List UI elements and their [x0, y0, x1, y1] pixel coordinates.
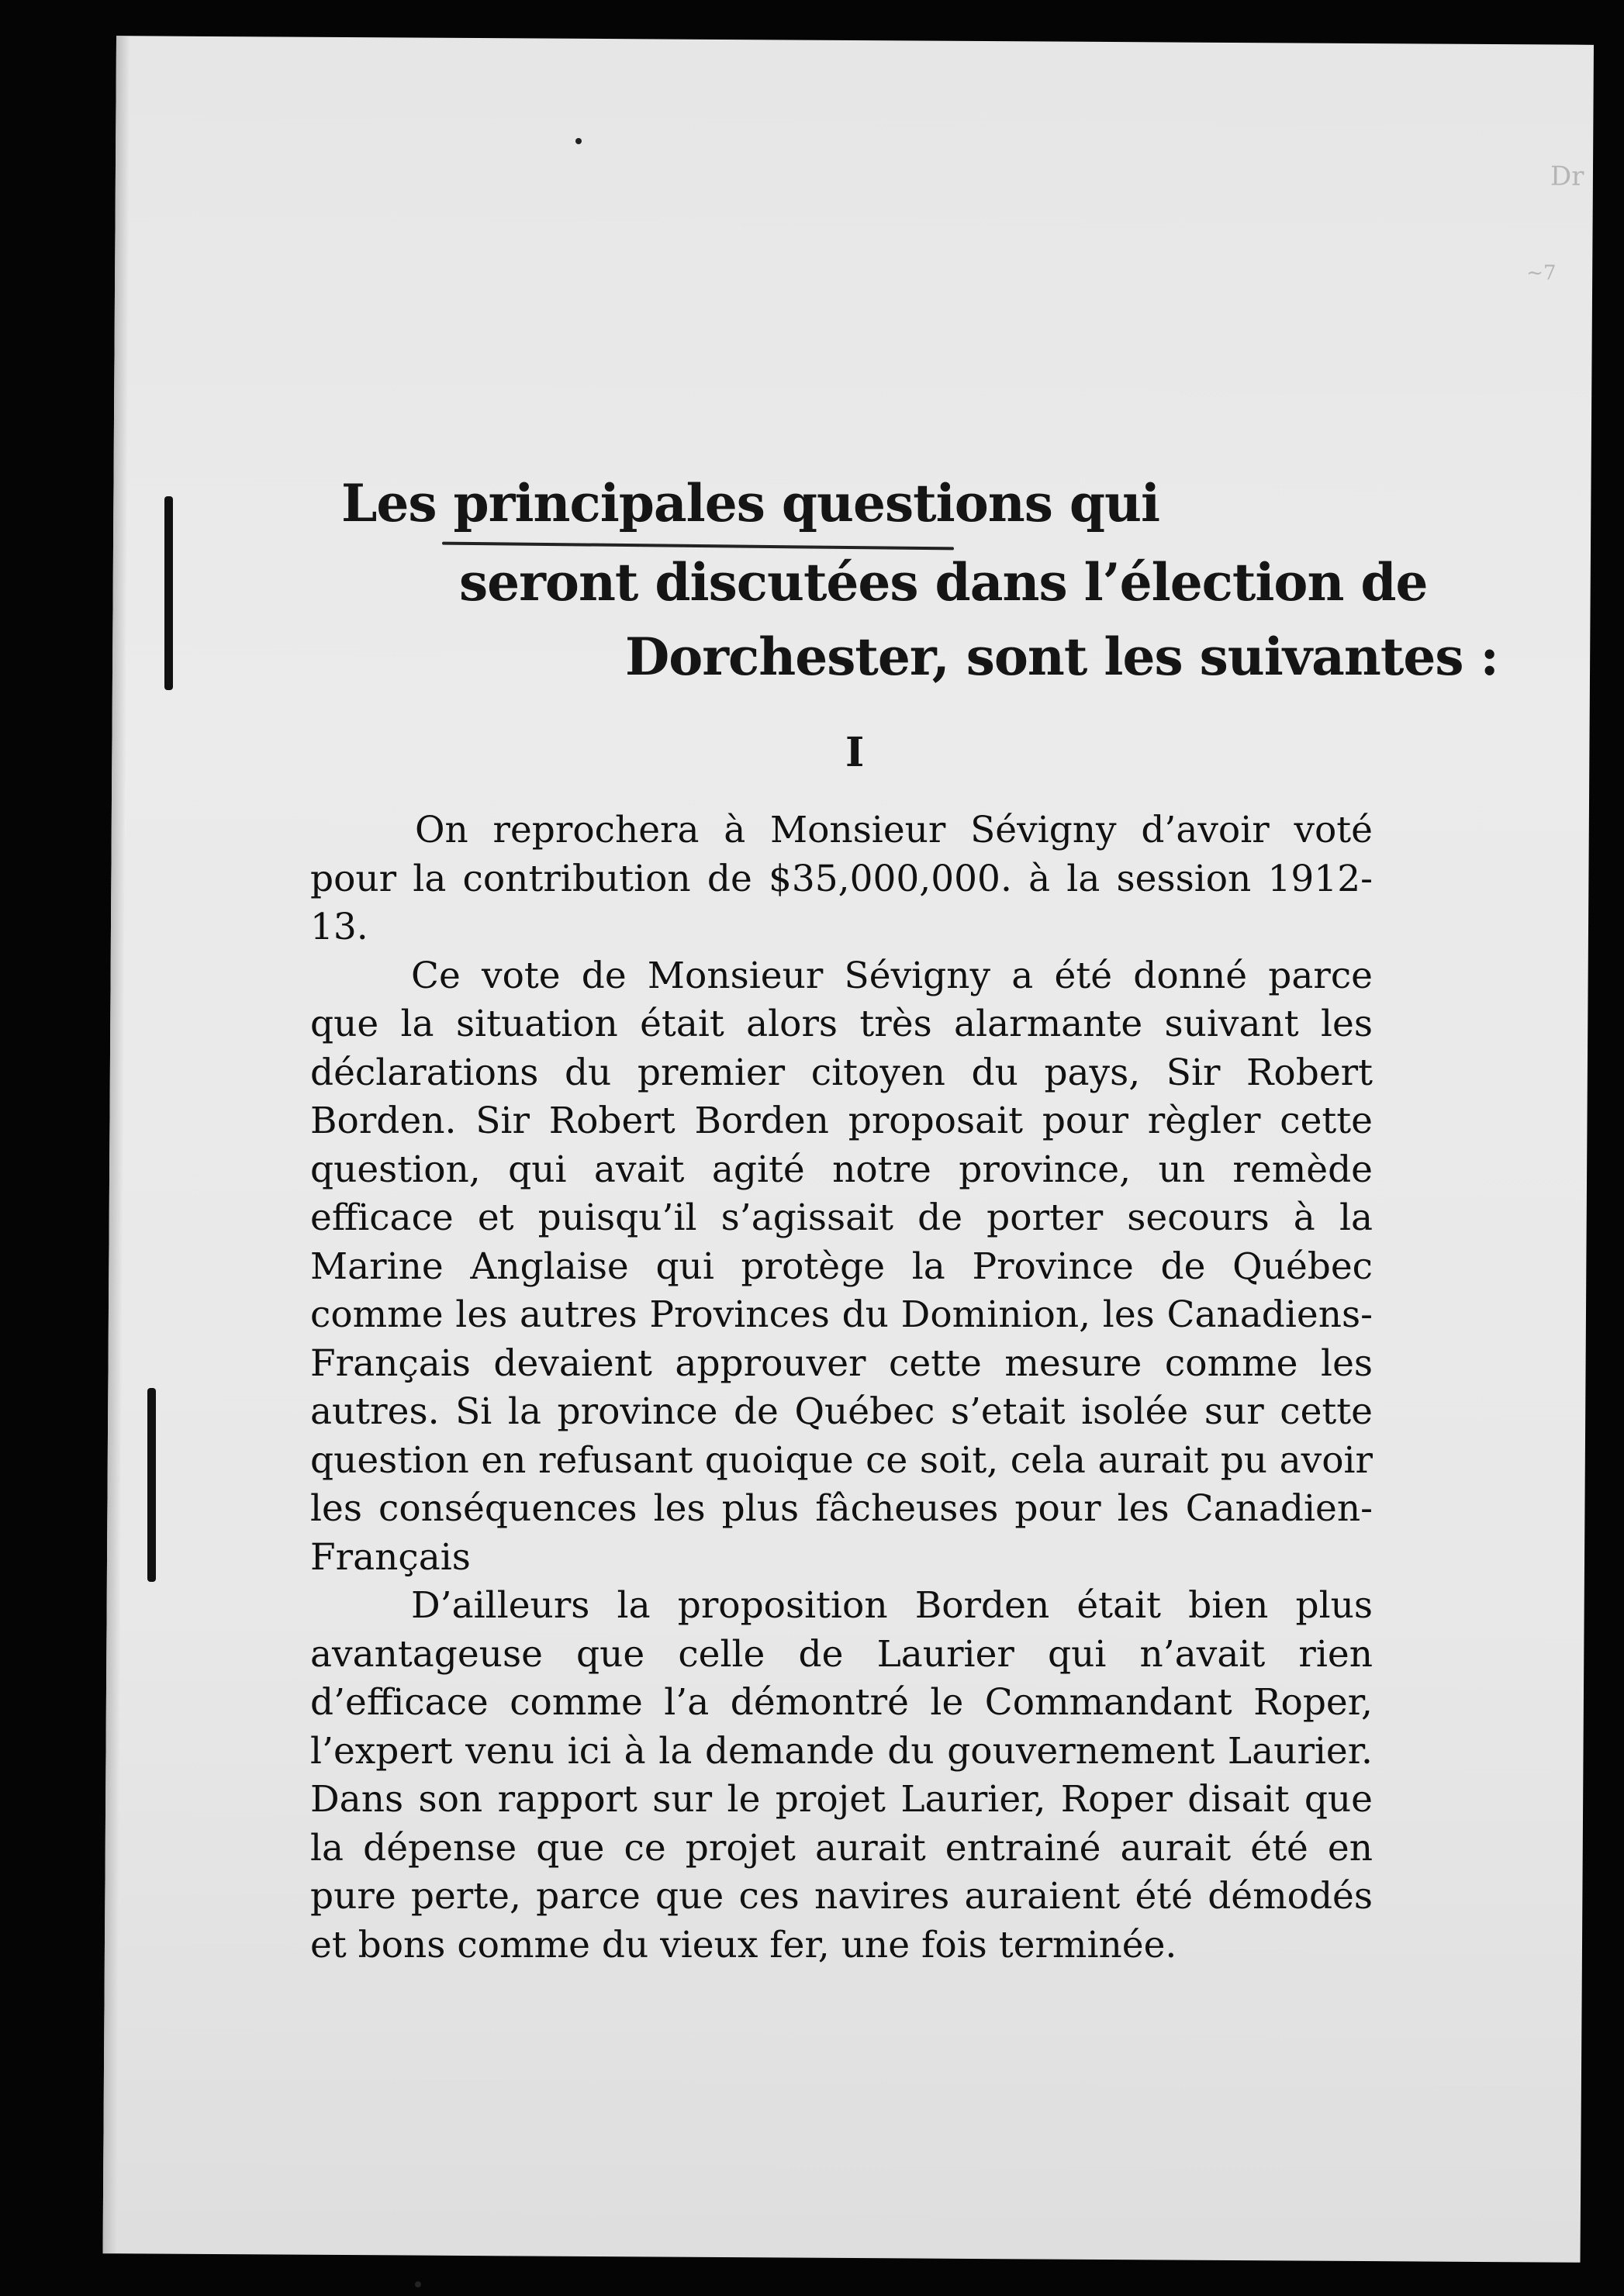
title-line-2: seront discutées dans l’élection de [459, 552, 1428, 613]
title-line-3: Dorchester, sont les suivantes : [625, 627, 1498, 687]
speck [575, 138, 582, 144]
paragraph: Ce vote de Monsieur Sévigny a été donné parce que la situation était alors très alarmante suivant les déclarations du premier citoyen du pays, Sir Robert Borden. Sir Robert Borden proposait pour règler cette question, qui avait agité notre province, un remède efficace et puisqu’il s’agissait de porter secours à la Marine Anglaise qui protège la Province de Québec comme les autres Provinces du Dominion, les Canadiens-Français devaient approuver cette mesure comme les autres. Si la province de Québec s’etait isolée sur cette question en refusant quoique ce soit, cela aurait pu avoir les conséquences les plus fâcheuses pour les Canadien-Français [310, 954, 1373, 1579]
section-number: I [845, 729, 865, 776]
title-line-1: Les principales questions qui [341, 473, 1160, 533]
speck [415, 2281, 421, 2287]
margin-marker-top [164, 496, 173, 690]
pencil-annotation: Dr [1550, 161, 1584, 192]
document-body [310, 806, 1373, 1970]
paragraph: D’ailleurs la proposition Borden était bien plus avantageuse que celle de Laurier qui n’avait rien d’efficace comme l’a démontré le Commandant Roper, l’expert venu ici à la demande du gouvernement Laurier. Dans son rapport sur le projet Laurier, Roper disait que la dépense que ce projet aurait entrainé aurait été en pure perte, parce que ces navires auraient été démodés et bons comme du vieux fer, une fois terminée. [310, 1584, 1373, 1966]
pencil-mark: ~7 [1526, 261, 1557, 285]
paragraph: On reprochera à Monsieur Sévigny d’avoir voté pour la contribution de $35,000,000. à la session 1912-13. [310, 809, 1373, 948]
margin-marker-bottom [147, 1388, 156, 1582]
